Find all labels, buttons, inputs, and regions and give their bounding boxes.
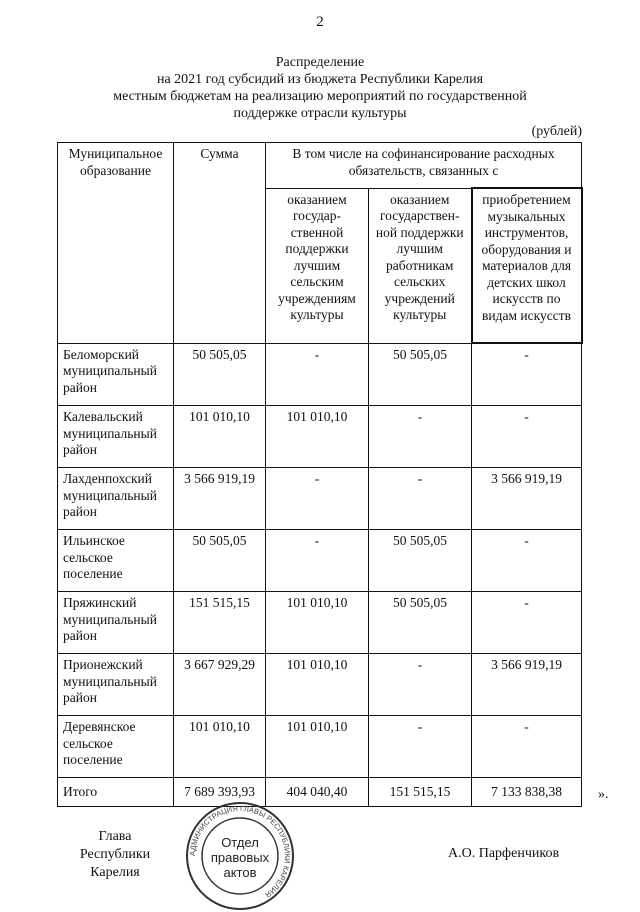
cell-rural-institutions: 101 010,10 <box>266 654 369 716</box>
title-line-2: на 2021 год субсидий из бюджета Республики Карелия <box>156 72 484 87</box>
signatory-name: А.О. Парфенчиков <box>448 846 560 861</box>
stamp-line-1: Отдел <box>221 835 259 850</box>
signature-title-line-2: Республики Карелия <box>79 847 151 880</box>
cell-rural-institutions: - <box>266 530 369 592</box>
table-row <box>58 654 582 716</box>
stamp-line-3: актов <box>223 865 257 880</box>
cell-total-music-instruments: 7 133 838,38 <box>472 778 582 807</box>
cell-rural-institutions: - <box>266 343 369 406</box>
cell-rural-workers: 50 505,05 <box>369 530 472 592</box>
cell-rural-institutions: - <box>266 468 369 530</box>
cell-municipality: Ильинское сельское поселение <box>58 530 174 592</box>
cell-music-instruments: 3 566 919,19 <box>472 654 582 716</box>
header-rural-workers: оказанием государствен-ной поддержки лучшим работникам сельских учреждений культуры <box>369 188 472 343</box>
cell-municipality: Пряжинский муниципальный район <box>58 592 174 654</box>
total-row <box>58 778 582 807</box>
cell-municipality: Деревянское сельское поселение <box>58 716 174 778</box>
table-row <box>58 530 582 592</box>
document-title <box>40 54 600 122</box>
cell-sum: 3 566 919,19 <box>174 468 266 530</box>
cell-municipality: Беломорский муниципальный район <box>58 343 174 406</box>
cell-total-label: Итого <box>58 778 174 807</box>
header-municipality: Муниципальное образование <box>58 143 174 344</box>
table-row <box>58 592 582 654</box>
signature-title <box>60 828 170 882</box>
cell-municipality: Лахденпохский муниципальный район <box>58 468 174 530</box>
stamp-line-2: правовых <box>210 850 270 865</box>
cell-total-rural-workers: 151 515,15 <box>369 778 472 807</box>
cell-sum: 50 505,05 <box>174 343 266 406</box>
cell-music-instruments: - <box>472 406 582 468</box>
table-row <box>58 343 582 406</box>
units-label: (рублей) <box>531 124 582 139</box>
stamp-ring-text: АДМИНИСТРАЦИЯ ГЛАВЫ РЕСПУБЛИКИ КАРЕЛИЯ <box>187 803 293 900</box>
header-music-instruments: приобретением музыкальных инструментов, оборудования и материалов для детских школ искусств по видам искусств <box>472 188 582 343</box>
cell-music-instruments: 3 566 919,19 <box>472 468 582 530</box>
table-row <box>58 716 582 778</box>
closing-quote: ». <box>598 787 609 802</box>
cell-music-instruments: - <box>472 343 582 406</box>
cell-sum: 101 010,10 <box>174 716 266 778</box>
cell-sum: 151 515,15 <box>174 592 266 654</box>
cell-rural-institutions: 101 010,10 <box>266 592 369 654</box>
stamp-text <box>204 835 276 880</box>
cell-rural-workers: - <box>369 468 472 530</box>
cell-music-instruments: - <box>472 592 582 654</box>
header-sum: Сумма <box>174 143 266 344</box>
cell-rural-workers: - <box>369 654 472 716</box>
cell-sum: 101 010,10 <box>174 406 266 468</box>
cell-sum: 50 505,05 <box>174 530 266 592</box>
title-line-1: Распределение <box>275 55 365 70</box>
cell-rural-workers: - <box>369 716 472 778</box>
header-including: В том числе на софинансирование расходных обязательств, связанных с <box>266 143 582 189</box>
header-rural-institutions: оказанием государ-ственной поддержки лучшим сельским учреждениям культуры <box>266 188 369 343</box>
distribution-table <box>57 142 583 807</box>
title-line-4: поддержке отрасли культуры <box>233 106 407 121</box>
table-row <box>58 406 582 468</box>
signature-title-line-1: Глава <box>98 829 132 844</box>
cell-municipality: Калевальский муниципальный район <box>58 406 174 468</box>
title-line-3: местным бюджетам на реализацию мероприятий по государственной <box>113 89 527 104</box>
cell-municipality: Прионежский муниципальный район <box>58 654 174 716</box>
page-number: 2 <box>316 14 324 30</box>
cell-sum: 3 667 929,29 <box>174 654 266 716</box>
cell-rural-institutions: 101 010,10 <box>266 406 369 468</box>
table-header-row <box>58 143 582 189</box>
cell-music-instruments: - <box>472 530 582 592</box>
table-row <box>58 468 582 530</box>
cell-music-instruments: - <box>472 716 582 778</box>
cell-rural-workers: 50 505,05 <box>369 343 472 406</box>
cell-rural-workers: 50 505,05 <box>369 592 472 654</box>
cell-total-rural-institutions: 404 040,40 <box>266 778 369 807</box>
cell-rural-institutions: 101 010,10 <box>266 716 369 778</box>
cell-total-sum: 7 689 393,93 <box>174 778 266 807</box>
cell-rural-workers: - <box>369 406 472 468</box>
